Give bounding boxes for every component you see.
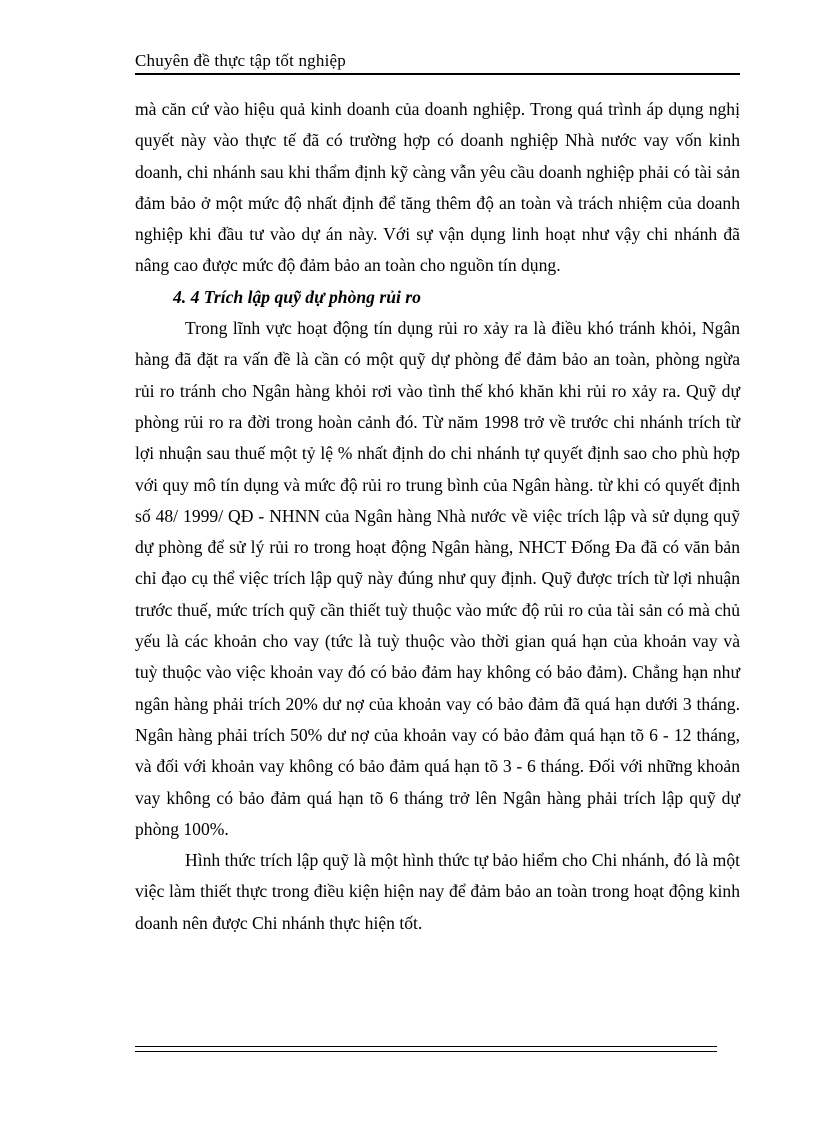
paragraph-continuation: mà căn cứ vào hiệu quả kinh doanh của doanh nghiệp. Trong quá trình áp dụng nghị quyết này vào thực tế đã có trường hợp có doanh nghiệp Nhà nước vay vốn kinh doanh, chi nhánh sau khi thẩm định kỹ càng vẫn yêu cầu doanh nghiệp phải có tài sản đảm bảo ở một mức độ nhất định để tăng thêm độ an toàn và trách nhiệm của doanh nghiệp khi đầu tư vào dự án này. Với sự vận dụng linh hoạt như vậy chi nhánh đã nâng cao được mức độ đảm bảo an toàn cho nguồn tín dụng. [135, 99, 740, 276]
section-heading: 4. 4 Trích lập quỹ dự phòng rủi ro [173, 286, 421, 307]
page-header [135, 50, 740, 75]
paragraph-conclusion: Hình thức trích lập quỹ là một hình thức tự bảo hiểm cho Chi nhánh, đó là một việc làm thiết thực trong điều kiện hiện nay để đảm bảo an toàn trong hoạt động kinh doanh nên được Chi nhánh thực hiện tốt. [135, 850, 740, 933]
header-title: Chuyên đề thực tập tốt nghiệp [135, 51, 346, 70]
document-body [135, 94, 740, 939]
footer-double-rule [135, 1046, 717, 1052]
paragraph-risk-fund: Trong lĩnh vực hoạt động tín dụng rủi ro xảy ra là điều khó tránh khỏi, Ngân hàng đã đặt ra vấn đề là cần có một quỹ dự phòng để đảm bảo an toàn, phòng ngừa rủi ro tránh cho Ngân hàng khỏi rơi vào tình thế khó khăn khi rủi ro xảy ra. Quỹ dự phòng rủi ro ra đời trong hoàn cảnh đó. Từ năm 1998 trở về trước chi nhánh trích từ lợi nhuận sau thuế một tỷ lệ % nhất định do chi nhánh tự quyết định sao cho phù hợp với quy mô tín dụng và mức độ rủi ro trung bình của Ngân hàng. từ khi có quyết định số 48/ 1999/ QĐ - NHNN của Ngân hàng Nhà nước về việc trích lập và sử dụng quỹ dự phòng để sử lý rủi ro trong hoạt động Ngân hàng, NHCT Đống Đa đã có văn bản chỉ đạo cụ thể việc trích lập quỹ này đúng như quy định. Quỹ được trích từ lợi nhuận trước thuế, mức trích quỹ cần thiết tuỳ thuộc vào mức độ rủi ro của tài sản có mà chủ yếu là các khoản cho vay (tức là tuỳ thuộc vào thời gian quá hạn của khoản vay và tuỳ thuộc vào việc khoản vay đó có bảo đảm hay không có bảo đảm). Chẳng hạn như ngân hàng phải trích 20% dư nợ của khoản vay có bảo đảm đã quá hạn dưới 3 tháng. Ngân hàng phải trích 50% dư nợ của khoản vay có bảo đảm quá hạn tõ 6 - 12 tháng, và đối với khoản vay không có bảo đảm quá hạn tõ 3 - 6 tháng. Đối với những khoản vay không có bảo đảm quá hạn tõ 6 tháng trở lên Ngân hàng phải trích lập quỹ dự phòng 100%. [135, 318, 740, 839]
